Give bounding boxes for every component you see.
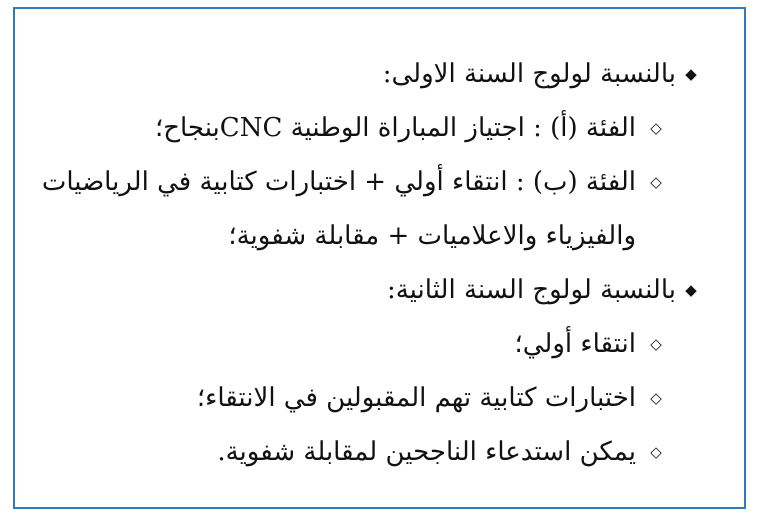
admission-list xyxy=(25,47,726,479)
list-item xyxy=(25,371,726,425)
item-bullet-icon: ◇ xyxy=(650,173,662,191)
list-item-text: يمكن استدعاء الناجحين لمقابلة شفوية. xyxy=(217,437,636,467)
content-frame xyxy=(13,7,746,509)
section-heading-text: بالنسبة لولوج السنة الاولى: xyxy=(382,59,676,89)
section-bullet-icon: ◆ xyxy=(685,65,697,83)
list-item xyxy=(25,317,726,371)
item-bullet-icon: ◇ xyxy=(650,119,662,137)
list-item xyxy=(25,425,726,479)
section-heading xyxy=(25,47,726,101)
list-item xyxy=(25,155,726,209)
item-bullet-icon: ◇ xyxy=(650,389,662,407)
item-bullet-icon: ◇ xyxy=(650,335,662,353)
list-item-text: الفئة (أ) : اجتياز المباراة الوطنية CNCبنجاح؛ xyxy=(154,113,636,143)
list-item-text: الفئة (ب) : انتقاء أولي + اختبارات كتابية في الرياضيات xyxy=(41,167,636,197)
item-bullet-icon: ◇ xyxy=(650,443,662,461)
list-item-text: اختبارات كتابية تهم المقبولين في الانتقاء؛ xyxy=(196,383,636,413)
section-heading xyxy=(25,263,726,317)
section-bullet-icon: ◆ xyxy=(685,281,697,299)
section-heading-text: بالنسبة لولوج السنة الثانية: xyxy=(386,275,676,305)
list-item-continuation xyxy=(25,209,726,263)
list-item-text: والفيزياء والاعلاميات + مقابلة شفوية؛ xyxy=(228,221,636,251)
list-item xyxy=(25,101,726,155)
list-item-text: انتقاء أولي؛ xyxy=(514,329,636,359)
